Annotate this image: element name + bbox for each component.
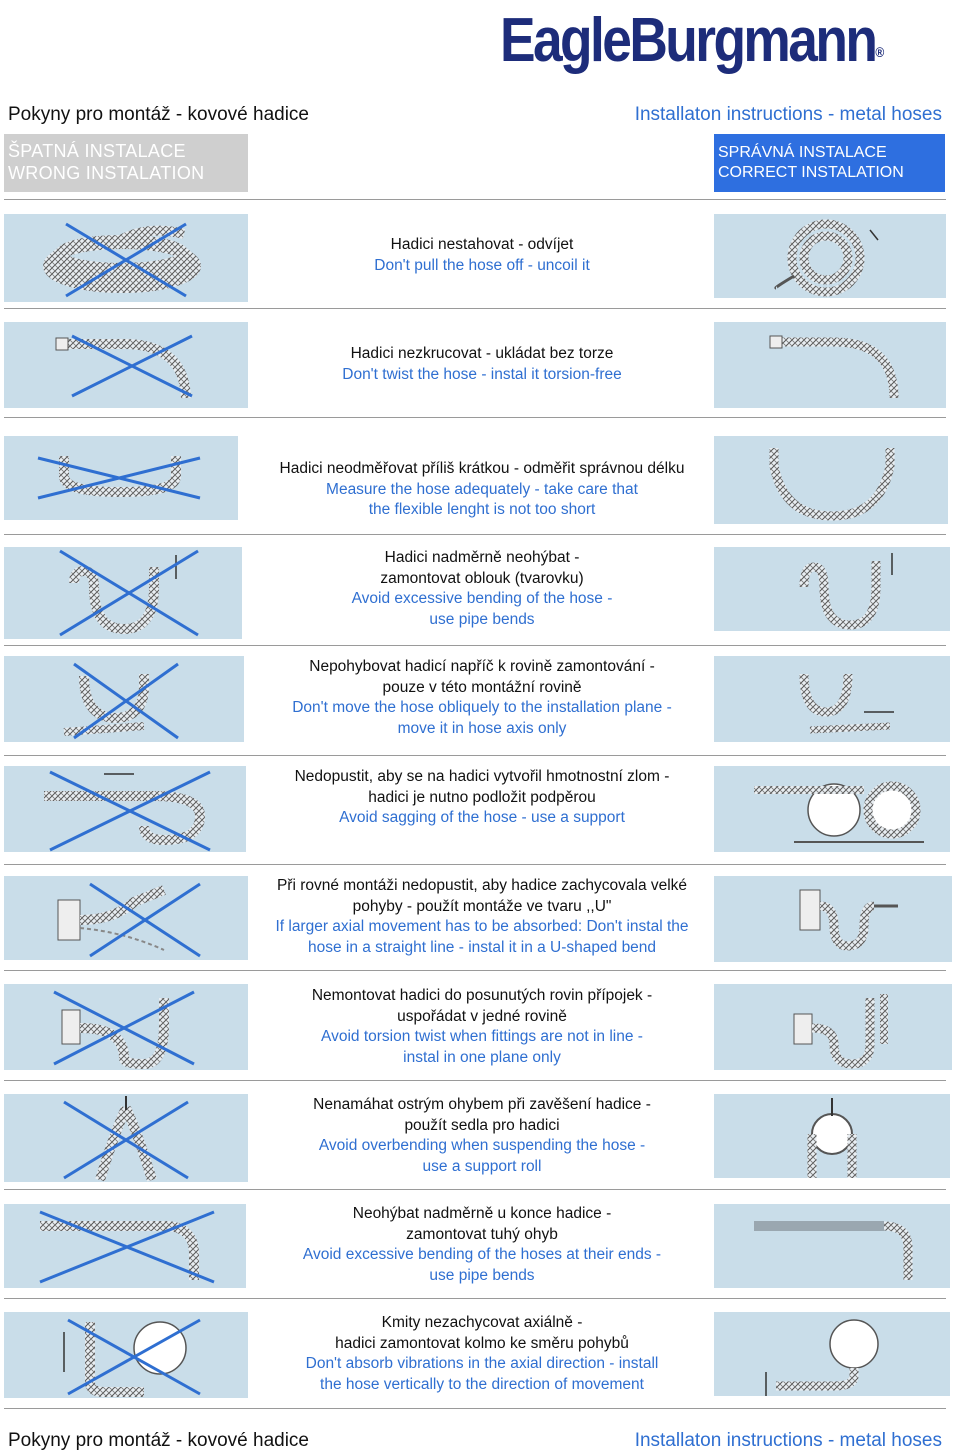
divider (4, 1298, 946, 1299)
divider (4, 864, 946, 865)
divider (4, 308, 946, 309)
divider (4, 1189, 946, 1190)
divider (4, 199, 946, 200)
row-4-correct-image (714, 547, 950, 631)
divider (4, 970, 946, 971)
row-11-correct-image (714, 1312, 950, 1396)
footer-title-en: Installaton instructions - metal hoses (634, 1430, 942, 1451)
row-11-wrong-image (4, 1312, 248, 1398)
divider (4, 755, 946, 756)
correct-installation-label: SPRÁVNÁ INSTALACE CORRECT INSTALATION (714, 134, 945, 192)
row-10-text: Neohýbat nadměrně u konce hadice - zamontovat tuhý ohyb Avoid excessive bending of the hoses at their ends - use pipe bends (302, 1205, 662, 1284)
row-9-correct-image (714, 1094, 950, 1178)
row-2-text: Hadici nezkrucovat - ukládat bez torze Don't twist the hose - instal it torsion-free (342, 345, 622, 383)
row-9-wrong-image (4, 1094, 248, 1182)
row-10-correct-image (714, 1204, 950, 1288)
row-4-wrong-image (4, 547, 242, 639)
row-11-text: Kmity nezachycovat axiálně - hadici zamontovat kolmo ke směru pohybů Don't absorb vibrations in the axial direction - install the hose vertically to the direction of movement (305, 1314, 659, 1393)
row-2-wrong-image (4, 322, 248, 408)
row-6-wrong-image (4, 766, 246, 852)
row-9-text: Nenamáhat ostrým ohybem při zavěšení hadice - použít sedla pro hadici Avoid overbending when suspending the hose - use a support roll (313, 1096, 651, 1175)
footer-title-cz: Pokyny pro montáž - kovové hadice (8, 1430, 309, 1451)
row-1-wrong-image (4, 214, 248, 302)
row-8-wrong-image (4, 984, 248, 1070)
row-3-text: Hadici neodměřovat příliš krátkou - odměřit správnou délku Measure the hose adequately - take care that the flexible lenght is not too short (279, 460, 685, 518)
row-5-wrong-image (4, 656, 244, 742)
row-1-correct-image (714, 214, 946, 298)
row-7-correct-image (714, 876, 952, 962)
divider (4, 1408, 946, 1409)
row-6-correct-image (714, 766, 950, 852)
row-10-wrong-image (4, 1204, 246, 1288)
divider (4, 645, 946, 646)
wrong-installation-label: ŠPATNÁ INSTALACE WRONG INSTALATION (4, 134, 248, 192)
row-8-text: Nemontovat hadici do posunutých rovin přípojek - uspořádat v jedné rovině Avoid torsion twist when fittings are not in line - instal in one plane only (311, 987, 653, 1066)
divider (4, 534, 946, 535)
row-6-text: Nedopustit, aby se na hadici vytvořil hmotnostní zlom - hadici je nutno podložit podpěrou Avoid sagging of the hose - use a support (294, 768, 670, 826)
row-5-text: Nepohybovat hadicí napříč k rovině zamontování - pouze v této montážní rovině Don't move the hose obliquely to the installation plane - move it in hose axis only (292, 658, 672, 737)
eagleburgmann-logo: EagleBurgmann® (500, 6, 885, 75)
row-1-text: Hadici nestahovat - odvíjet Don't pull the hose off - uncoil it (374, 236, 590, 274)
header-title-cz: Pokyny pro montáž - kovové hadice (8, 104, 309, 125)
divider (4, 1080, 946, 1081)
row-5-correct-image (714, 656, 950, 742)
divider (4, 417, 946, 418)
row-7-wrong-image (4, 876, 248, 960)
header-title-en: Installaton instructions - metal hoses (634, 104, 942, 125)
row-7-text: Při rovné montáži nedopustit, aby hadice zachycovala velké pohyby - použít montáže ve tvaru ,,U" If larger axial movement has to be absorbed: Don't instal the hose in a straight line - instal it in a U-shaped bend (275, 877, 689, 956)
row-2-correct-image (714, 322, 946, 408)
row-8-correct-image (714, 984, 952, 1070)
row-4-text: Hadici nadměrně neohýbat - zamontovat oblouk (tvarovku) Avoid excessive bending of the hose - use pipe bends (351, 549, 613, 628)
row-3-correct-image (714, 436, 948, 524)
row-3-wrong-image (4, 436, 238, 520)
